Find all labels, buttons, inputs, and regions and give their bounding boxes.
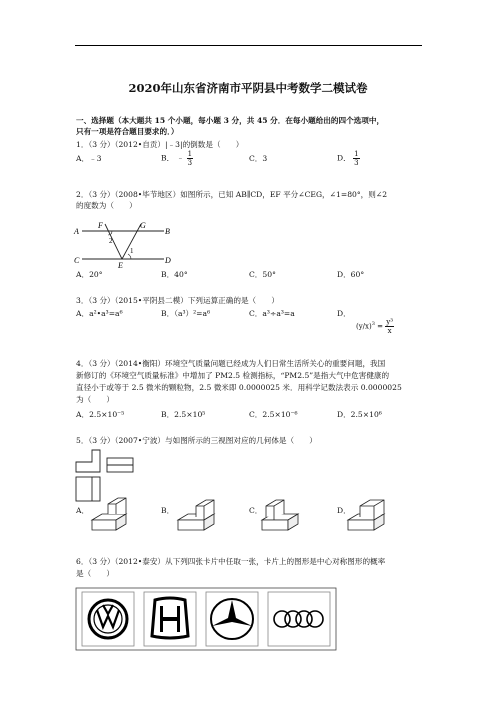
q5-option-a-solid[interactable] bbox=[90, 498, 140, 534]
q3-option-d[interactable] bbox=[337, 309, 351, 319]
q6-line2: 是（ ） bbox=[76, 569, 114, 578]
q3-option-d-label: D． bbox=[337, 309, 351, 318]
label-d: D bbox=[165, 256, 171, 265]
q4-option-b[interactable]: B．2.5×10⁵ bbox=[161, 410, 206, 419]
q4-line4: 为（ ） bbox=[76, 395, 114, 404]
page-title: 2020年山东省济南市平阴县中考数学二模试卷 bbox=[128, 81, 368, 95]
section-heading-line2: 只有一项是符合题目要求的．） bbox=[76, 127, 179, 136]
section-heading-line1: 一、选择题（本大题共 15 个小题，每小题 3 分，共 45 分．在每小题给出的四个选项中， bbox=[76, 116, 385, 125]
q2-option-d[interactable]: D．60° bbox=[337, 270, 365, 279]
q1-option-b-fraction bbox=[187, 150, 193, 167]
label-e: E bbox=[118, 261, 123, 270]
label-a: A bbox=[74, 227, 79, 236]
q2-option-a[interactable]: A．20° bbox=[76, 270, 103, 279]
label-angle-2: 2 bbox=[109, 237, 113, 245]
label-g: G bbox=[140, 221, 146, 230]
q1-option-a[interactable]: A．﹣3 bbox=[76, 154, 102, 163]
q4-line3: 直径小于或等于 2.5 微米的颗粒物，2.5 微米即 0.0000025 米．用科学记数法表示 0.0000025 bbox=[76, 383, 402, 392]
q4-line1: 4．（3 分）（2014•衡阳）环境空气质量问题已经成为人们日常生活所关心的重要问题，我国 bbox=[76, 359, 386, 368]
q1-option-d-numerator: 1 bbox=[354, 150, 359, 158]
q3-option-d-equals: = bbox=[377, 322, 384, 331]
q1-option-d-denominator: 3 bbox=[354, 159, 359, 167]
q3-option-d-power: 3 bbox=[371, 321, 375, 328]
q5-stem: 5．（3 分）（2007•宁波）与如图所示的三视图对应的几何体是（ ） bbox=[76, 436, 317, 445]
q1-option-d-fraction bbox=[353, 150, 359, 167]
q3-stem: 3．（3 分）（2015•平阴县二模）下列运算正确的是（ ） bbox=[76, 296, 279, 305]
q3-option-d-fraction bbox=[385, 318, 394, 335]
q2-stem-line2: 的度数为（ ） bbox=[76, 201, 137, 210]
q2-option-b[interactable]: B．40° bbox=[161, 270, 188, 279]
q3-option-d-denominator: x bbox=[387, 327, 392, 335]
q3-option-c[interactable]: C．a³÷a³=a bbox=[249, 309, 295, 318]
label-b: B bbox=[165, 227, 170, 236]
q1-option-b[interactable] bbox=[161, 150, 193, 167]
q4-option-a[interactable]: A．2.5×10⁻⁵ bbox=[76, 410, 125, 419]
q1-option-b-label: B． bbox=[161, 153, 175, 163]
q5-option-c-label[interactable]: C． bbox=[249, 506, 263, 515]
q1-option-b-denominator: 3 bbox=[187, 159, 193, 167]
card-vw-logo[interactable] bbox=[82, 592, 134, 646]
q1-option-b-numerator: 1 bbox=[187, 150, 193, 158]
q3-option-d-left: (y/x) bbox=[356, 322, 372, 331]
label-f: F bbox=[98, 221, 103, 230]
q2-option-c[interactable]: C．50° bbox=[249, 270, 276, 279]
q4-line2: 新修订的《环境空气质量标准》中增加了 PM2.5 检测指标，“PM2.5”是指大气中危害健康的 bbox=[76, 371, 390, 380]
q5-option-b-solid[interactable] bbox=[176, 498, 226, 534]
q5-option-d-solid[interactable] bbox=[346, 498, 396, 534]
q5-option-a-label[interactable]: A． bbox=[76, 506, 90, 515]
q1-option-b-sign: ﹣ bbox=[176, 153, 185, 163]
label-angle-1: 1 bbox=[130, 247, 134, 255]
q6-cards-figure bbox=[76, 588, 336, 650]
q1-option-c[interactable]: C．3 bbox=[249, 154, 268, 163]
label-c: C bbox=[74, 256, 80, 265]
q5-three-views-figure bbox=[76, 450, 136, 502]
q1-option-d[interactable] bbox=[337, 150, 360, 167]
card-audi-logo[interactable] bbox=[268, 592, 330, 646]
q3-option-a[interactable]: A．a²•a³=a⁶ bbox=[76, 309, 123, 318]
q5-option-c-solid[interactable] bbox=[260, 498, 310, 534]
q6-line1: 6．（3 分）（2012•泰安）从下列四张卡片中任取一张，卡片上的图形是中心对称图形的概率 bbox=[76, 557, 386, 566]
q3-option-d-expression bbox=[356, 318, 394, 335]
q1-option-d-label: D． bbox=[337, 153, 351, 163]
q3-option-d-numerator: y³ bbox=[386, 318, 394, 326]
header-rule bbox=[75, 45, 422, 46]
q5-option-d-label[interactable]: D． bbox=[337, 506, 351, 515]
card-honda-logo[interactable] bbox=[144, 592, 196, 646]
q1-stem: 1．（3 分）（2012•自贡）|﹣3|的倒数是（ ） bbox=[76, 140, 244, 149]
front-view bbox=[76, 450, 100, 472]
q3-option-b[interactable]: B．（a³）²=a⁶ bbox=[161, 309, 211, 318]
line-ef bbox=[105, 224, 122, 259]
card-star-logo[interactable] bbox=[206, 592, 258, 646]
q4-option-d[interactable]: D．2.5×10⁶ bbox=[337, 410, 382, 419]
q2-parallel-lines-figure bbox=[74, 218, 174, 268]
q5-option-b-label[interactable]: B． bbox=[161, 506, 175, 515]
q2-stem-line1: 2．（3 分）（2008•毕节地区）如图所示，已知 AB∥CD，EF 平分∠CEG，∠1=80°，则∠2 bbox=[76, 190, 388, 199]
q4-option-c[interactable]: C．2.5×10⁻⁶ bbox=[249, 410, 298, 419]
